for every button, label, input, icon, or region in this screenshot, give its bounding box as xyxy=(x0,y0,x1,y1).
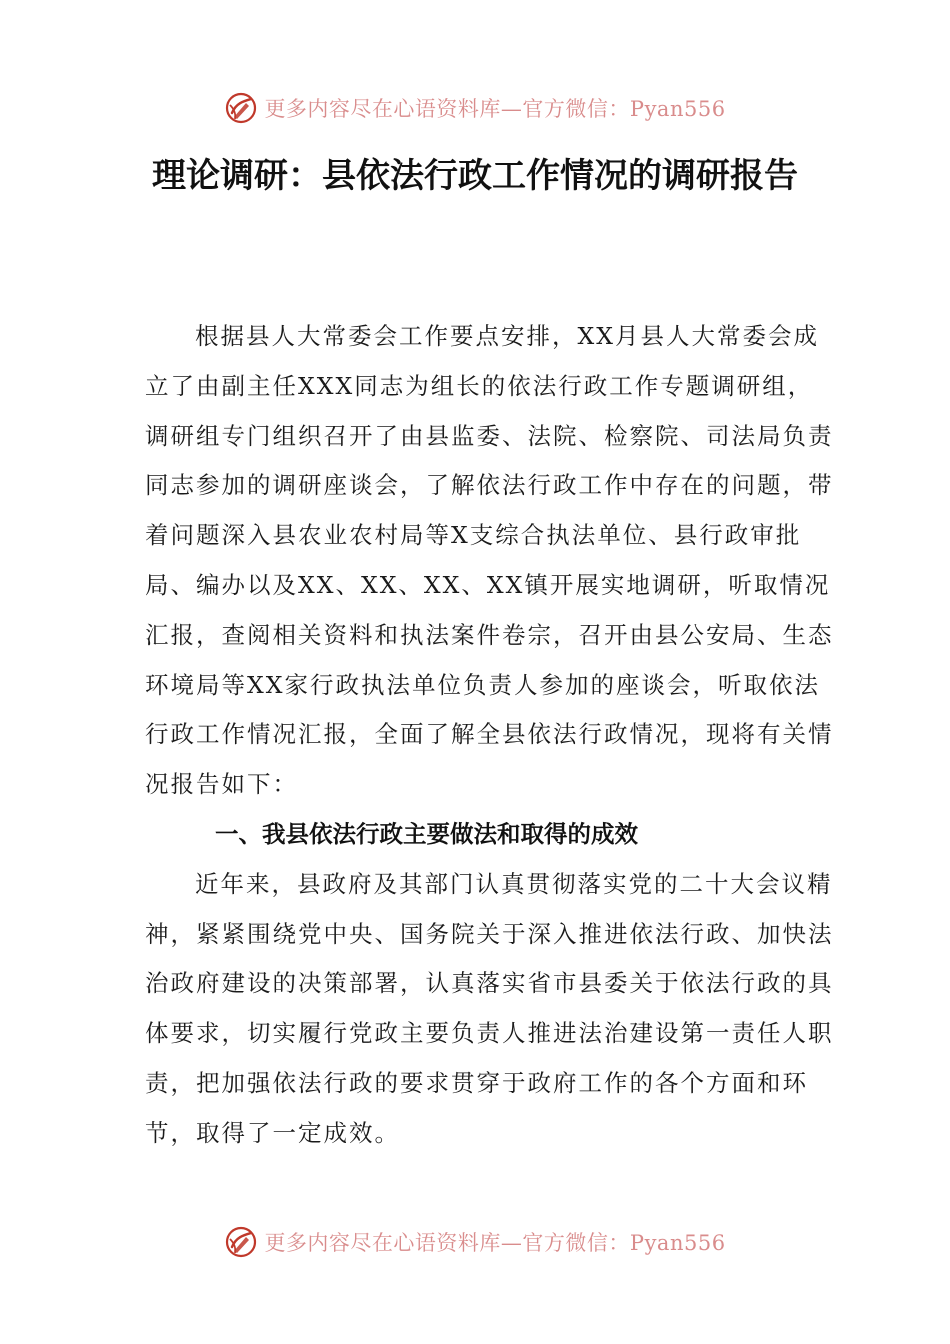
section-paragraph: 近年来，县政府及其部门认真贯彻落实党的二十大会议精神，紧紧围绕党中央、国务院关于深入推进依法行政、加快法治政府建设的决策部署，认真落实省市县委关于依法行政的具体要求，切实履行党政主要负责人推进法治建设第一责任人职责，把加强依法行政的要求贯穿于政府工作的各个方面和环节，取得了一定成效。 xyxy=(145,869,834,1147)
intro-paragraph: 根据县人大常委会工作要点安排，XX月县人大常委会成立了由副主任XXX同志为组长的依法行政工作专题调研组，调研组专门组织召开了由县监委、法院、检察院、司法局负责同志参加的调研座谈会，了解依法行政工作中存在的问题，带着问题深入县农业农村局等X支综合执法单位、县行政审批局、编办以及XX、XX、XX、XX镇开展实地调研，听取情况汇报，查阅相关资料和执法案件卷宗，召开由县公安局、生态环境局等XX家行政执法单位负责人参加的座谈会，听取依法行政工作情况汇报，全面了解全县依法行政情况，现将有关情况报告如下： xyxy=(145,322,834,799)
watermark-text: 更多内容尽在心语资料库—官方微信：Pyan556 xyxy=(264,97,726,121)
document-body xyxy=(145,312,835,1159)
watermark-text: 更多内容尽在心语资料库—官方微信：Pyan556 xyxy=(264,1231,726,1255)
section-heading: 一、我县依法行政主要做法和取得的成效 xyxy=(215,819,638,848)
header-watermark xyxy=(0,88,950,128)
ribbon-pen-logo-icon xyxy=(224,1225,258,1259)
footer-watermark xyxy=(0,1222,950,1262)
document-title: 理论调研：县依法行政工作情况的调研报告 xyxy=(152,156,798,196)
ribbon-pen-logo-icon xyxy=(224,91,258,125)
